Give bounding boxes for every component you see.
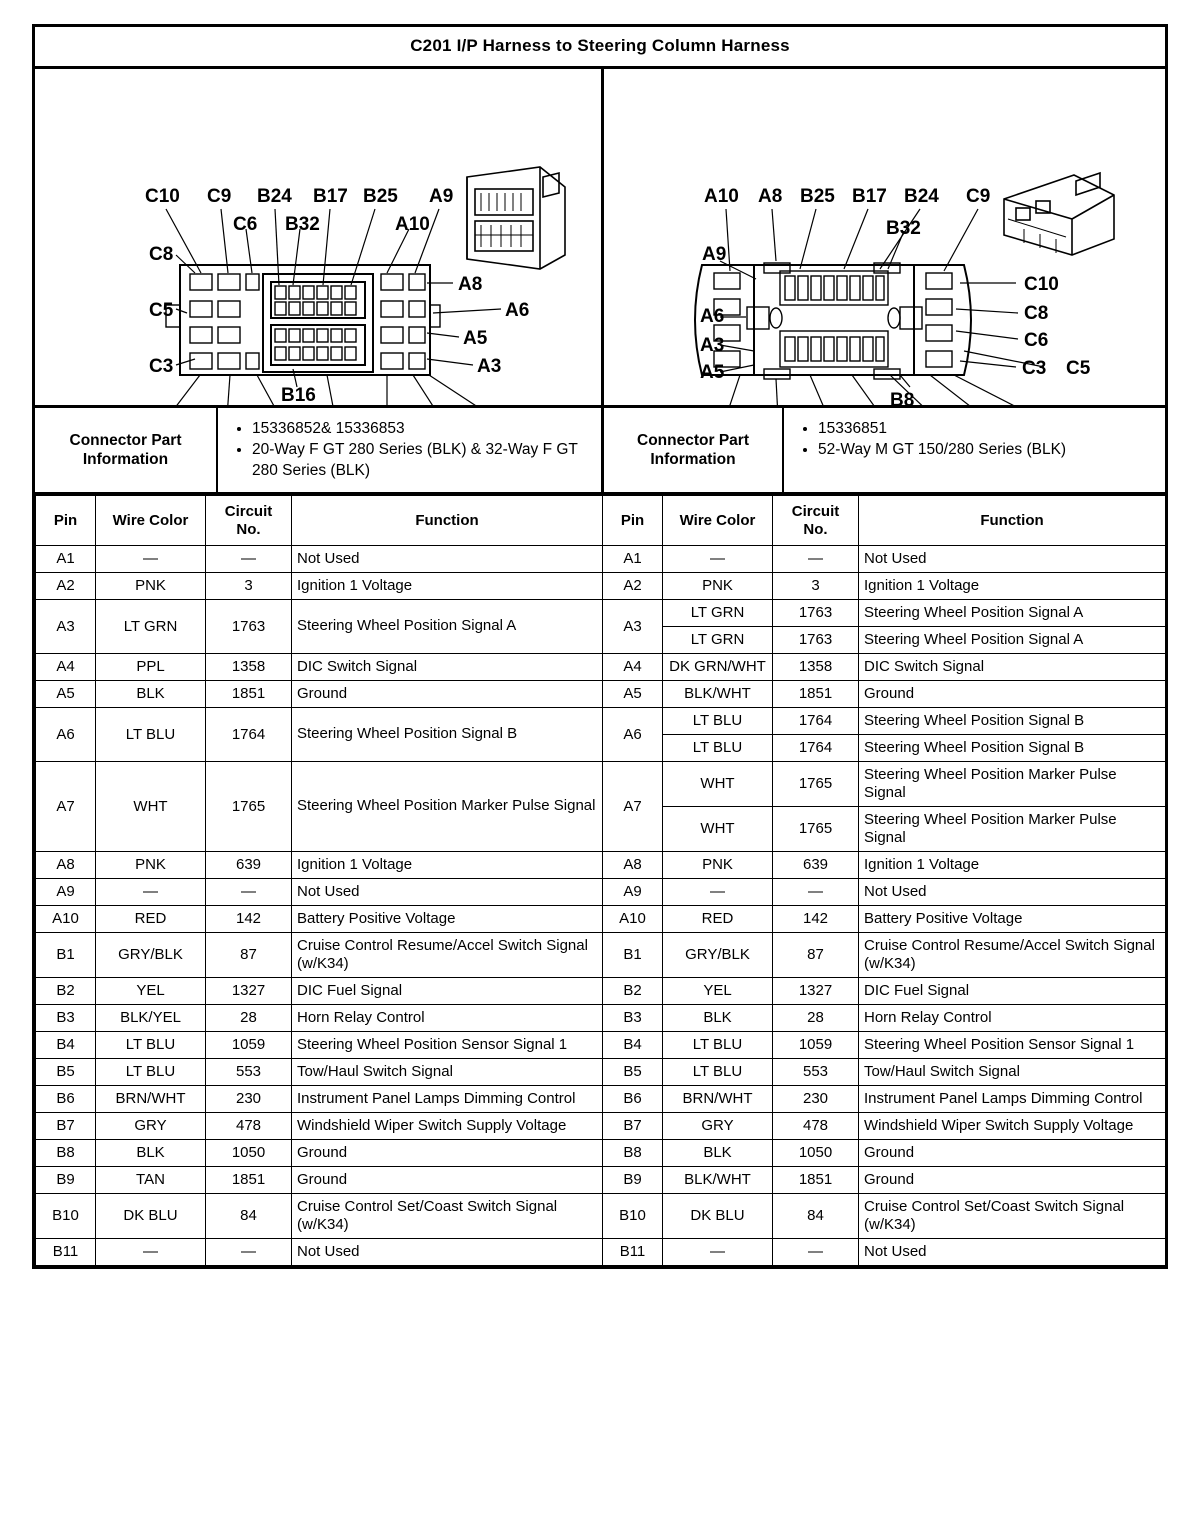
cell-pin: B3 bbox=[36, 1004, 96, 1031]
cell-pin: A6 bbox=[603, 707, 663, 761]
cell-pin: B11 bbox=[36, 1238, 96, 1265]
cell-wire-color: LT GRN bbox=[663, 626, 773, 653]
table-row bbox=[36, 977, 1166, 1004]
cell-circuit-no: 1765 bbox=[206, 761, 292, 851]
cell-circuit-no: 87 bbox=[773, 932, 859, 977]
cell-circuit-no: 639 bbox=[773, 851, 859, 878]
left-connector-diagram bbox=[35, 69, 604, 405]
cell-circuit-no: 28 bbox=[206, 1004, 292, 1031]
label-B32: B32 bbox=[285, 214, 320, 235]
column-header-circuit-no-left: Circuit No. bbox=[206, 496, 292, 546]
cell-circuit-no: — bbox=[206, 878, 292, 905]
cell-function: Not Used bbox=[292, 545, 603, 572]
cell-pin: A6 bbox=[36, 707, 96, 761]
cell-function: Tow/Haul Switch Signal bbox=[292, 1058, 603, 1085]
cell-pin: B3 bbox=[603, 1004, 663, 1031]
label-A3: A3 bbox=[477, 356, 502, 377]
column-header-wire-color-left: Wire Color bbox=[96, 496, 206, 546]
label-C6: C6 bbox=[1024, 330, 1049, 351]
table-row bbox=[36, 1085, 1166, 1112]
cell-circuit-no: 84 bbox=[206, 1193, 292, 1238]
cell-function: DIC Fuel Signal bbox=[859, 977, 1166, 1004]
cell-function: Not Used bbox=[859, 878, 1166, 905]
cell-circuit-no: 1763 bbox=[773, 626, 859, 653]
list-item: • 15336851 bbox=[818, 419, 1159, 439]
cell-wire-color: — bbox=[663, 545, 773, 572]
cell-pin: A8 bbox=[603, 851, 663, 878]
label-A8: A8 bbox=[758, 186, 783, 207]
label-C10: C10 bbox=[1024, 274, 1059, 295]
cell-pin: B7 bbox=[603, 1112, 663, 1139]
label-A6: A6 bbox=[700, 306, 725, 327]
cell-pin: B9 bbox=[36, 1166, 96, 1193]
cell-circuit-no: 1851 bbox=[773, 1166, 859, 1193]
cell-function: Steering Wheel Position Signal A bbox=[859, 599, 1166, 626]
label-B24: B24 bbox=[904, 186, 939, 207]
table-row bbox=[36, 1238, 1166, 1265]
cell-function: Cruise Control Set/Coast Switch Signal (w/K34) bbox=[292, 1193, 603, 1238]
label-C3: C3 bbox=[1022, 358, 1047, 379]
cell-circuit-no: — bbox=[206, 545, 292, 572]
cell-pin: B8 bbox=[603, 1139, 663, 1166]
right-connector-svg bbox=[604, 69, 1165, 405]
label-A5: A5 bbox=[700, 362, 725, 383]
connector-part-info-list-left bbox=[218, 408, 601, 492]
table-header-row bbox=[36, 496, 1166, 546]
cell-circuit-no: 553 bbox=[773, 1058, 859, 1085]
cell-function: Ignition 1 Voltage bbox=[859, 851, 1166, 878]
label-C8: C8 bbox=[1024, 303, 1049, 324]
cell-pin: A4 bbox=[36, 653, 96, 680]
cell-function: Horn Relay Control bbox=[292, 1004, 603, 1031]
cell-circuit-no: 3 bbox=[773, 572, 859, 599]
cell-wire-color: WHT bbox=[96, 761, 206, 851]
cell-function: Battery Positive Voltage bbox=[859, 905, 1166, 932]
cell-pin: B1 bbox=[36, 932, 96, 977]
cell-circuit-no: 1765 bbox=[773, 806, 859, 851]
cell-function: Windshield Wiper Switch Supply Voltage bbox=[292, 1112, 603, 1139]
cell-circuit-no: 1764 bbox=[773, 707, 859, 734]
cell-circuit-no: 230 bbox=[773, 1085, 859, 1112]
cell-wire-color: — bbox=[96, 545, 206, 572]
label-B16: B16 bbox=[281, 385, 316, 405]
label-A9: A9 bbox=[429, 186, 454, 207]
label-C5: C5 bbox=[1066, 358, 1091, 379]
cell-pin: A10 bbox=[36, 905, 96, 932]
cell-function: Windshield Wiper Switch Supply Voltage bbox=[859, 1112, 1166, 1139]
cell-pin: A7 bbox=[36, 761, 96, 851]
cell-wire-color: BRN/WHT bbox=[96, 1085, 206, 1112]
list-item: • 52-Way M GT 150/280 Series (BLK) bbox=[818, 440, 1159, 460]
label-C9: C9 bbox=[207, 186, 232, 207]
cell-function: Steering Wheel Position Sensor Signal 1 bbox=[859, 1031, 1166, 1058]
table-row bbox=[36, 1058, 1166, 1085]
cell-pin: B1 bbox=[603, 932, 663, 977]
cell-wire-color: YEL bbox=[663, 977, 773, 1004]
label-C6: C6 bbox=[233, 214, 258, 235]
cell-wire-color: DK BLU bbox=[663, 1193, 773, 1238]
cell-function: Steering Wheel Position Marker Pulse Signal bbox=[859, 806, 1166, 851]
cell-function: Ground bbox=[292, 1139, 603, 1166]
cell-function: Ground bbox=[859, 1166, 1166, 1193]
table-body bbox=[36, 545, 1166, 1265]
cell-circuit-no: 1059 bbox=[206, 1031, 292, 1058]
cell-circuit-no: 1050 bbox=[773, 1139, 859, 1166]
cell-wire-color: BLK/YEL bbox=[96, 1004, 206, 1031]
cell-wire-color: LT BLU bbox=[663, 707, 773, 734]
cell-pin: B9 bbox=[603, 1166, 663, 1193]
cell-circuit-no: 553 bbox=[206, 1058, 292, 1085]
cell-wire-color: — bbox=[663, 878, 773, 905]
cell-function: Steering Wheel Position Signal A bbox=[292, 599, 603, 653]
cell-pin: B2 bbox=[603, 977, 663, 1004]
table-row bbox=[36, 1139, 1166, 1166]
label-A8: A8 bbox=[458, 274, 483, 295]
label-B32: B32 bbox=[886, 218, 921, 239]
cell-pin: A9 bbox=[36, 878, 96, 905]
cell-circuit-no: 230 bbox=[206, 1085, 292, 1112]
cell-wire-color: — bbox=[663, 1238, 773, 1265]
cell-pin: A5 bbox=[36, 680, 96, 707]
connector-part-info-list-right bbox=[784, 408, 1165, 492]
cell-circuit-no: 142 bbox=[773, 905, 859, 932]
table-row bbox=[36, 905, 1166, 932]
cell-pin: A8 bbox=[36, 851, 96, 878]
label-A9: A9 bbox=[702, 244, 727, 265]
connector-document bbox=[32, 24, 1168, 1269]
cell-wire-color: BLK bbox=[96, 1139, 206, 1166]
cell-wire-color: DK BLU bbox=[96, 1193, 206, 1238]
cell-wire-color: WHT bbox=[663, 806, 773, 851]
cell-wire-color: PNK bbox=[96, 572, 206, 599]
cell-pin: B4 bbox=[603, 1031, 663, 1058]
cell-function: Steering Wheel Position Signal A bbox=[859, 626, 1166, 653]
right-connector-diagram bbox=[604, 69, 1165, 405]
label-B17: B17 bbox=[313, 186, 348, 207]
label-A5: A5 bbox=[463, 328, 488, 349]
cell-wire-color: BLK/WHT bbox=[663, 1166, 773, 1193]
cell-function: Ignition 1 Voltage bbox=[859, 572, 1166, 599]
cell-function: DIC Switch Signal bbox=[859, 653, 1166, 680]
cell-wire-color: RED bbox=[96, 905, 206, 932]
cell-function: Ground bbox=[292, 680, 603, 707]
left-connector-svg bbox=[35, 69, 604, 405]
cell-circuit-no: 1764 bbox=[206, 707, 292, 761]
cell-circuit-no: 1763 bbox=[206, 599, 292, 653]
label-A10: A10 bbox=[704, 186, 739, 207]
connector-part-information-left bbox=[35, 408, 604, 492]
cell-circuit-no: 478 bbox=[773, 1112, 859, 1139]
table-row bbox=[36, 572, 1166, 599]
cell-function: Tow/Haul Switch Signal bbox=[859, 1058, 1166, 1085]
cell-function: Cruise Control Set/Coast Switch Signal (w/K34) bbox=[859, 1193, 1166, 1238]
cell-wire-color: BLK bbox=[663, 1139, 773, 1166]
cell-wire-color: LT BLU bbox=[663, 1031, 773, 1058]
cell-function: Ground bbox=[859, 1139, 1166, 1166]
cell-pin: B8 bbox=[36, 1139, 96, 1166]
cell-wire-color: WHT bbox=[663, 761, 773, 806]
cell-function: Ground bbox=[859, 680, 1166, 707]
cell-circuit-no: 1358 bbox=[773, 653, 859, 680]
table-row bbox=[36, 680, 1166, 707]
connector-diagrams bbox=[35, 69, 1165, 408]
label-A10: A10 bbox=[395, 214, 430, 235]
cell-wire-color: BLK/WHT bbox=[663, 680, 773, 707]
table-row bbox=[36, 653, 1166, 680]
cell-pin: B4 bbox=[36, 1031, 96, 1058]
cell-wire-color: YEL bbox=[96, 977, 206, 1004]
table-row bbox=[36, 1112, 1166, 1139]
cell-wire-color: LT BLU bbox=[96, 1058, 206, 1085]
cell-pin: B5 bbox=[603, 1058, 663, 1085]
table-row bbox=[36, 707, 1166, 734]
label-C9: C9 bbox=[966, 186, 991, 207]
cell-pin: B6 bbox=[603, 1085, 663, 1112]
cell-function: Steering Wheel Position Sensor Signal 1 bbox=[292, 1031, 603, 1058]
cell-function: Cruise Control Resume/Accel Switch Signal (w/K34) bbox=[859, 932, 1166, 977]
label-B17: B17 bbox=[852, 186, 887, 207]
cell-function: Horn Relay Control bbox=[859, 1004, 1166, 1031]
cell-circuit-no: 1764 bbox=[773, 734, 859, 761]
table-row bbox=[36, 932, 1166, 977]
cell-function: Instrument Panel Lamps Dimming Control bbox=[859, 1085, 1166, 1112]
cell-function: Not Used bbox=[292, 878, 603, 905]
table-row bbox=[36, 599, 1166, 626]
cell-circuit-no: 1851 bbox=[206, 1166, 292, 1193]
cell-function: DIC Switch Signal bbox=[292, 653, 603, 680]
cell-pin: A4 bbox=[603, 653, 663, 680]
cell-wire-color: — bbox=[96, 1238, 206, 1265]
cell-circuit-no: 1851 bbox=[206, 680, 292, 707]
cell-circuit-no: 84 bbox=[773, 1193, 859, 1238]
column-header-pin-right: Pin bbox=[603, 496, 663, 546]
cell-wire-color: PNK bbox=[663, 851, 773, 878]
cell-circuit-no: 142 bbox=[206, 905, 292, 932]
label-B25: B25 bbox=[800, 186, 835, 207]
column-header-function-left: Function bbox=[292, 496, 603, 546]
cell-pin: B6 bbox=[36, 1085, 96, 1112]
list-item: • 20-Way F GT 280 Series (BLK) & 32-Way F GT 280 Series (BLK) bbox=[252, 440, 595, 481]
cell-function: Ground bbox=[292, 1166, 603, 1193]
cell-pin: A9 bbox=[603, 878, 663, 905]
column-header-function-right: Function bbox=[859, 496, 1166, 546]
label-B8: B8 bbox=[890, 390, 915, 405]
cell-pin: A2 bbox=[36, 572, 96, 599]
cell-function: Steering Wheel Position Marker Pulse Signal bbox=[859, 761, 1166, 806]
label-A3: A3 bbox=[700, 335, 725, 356]
label-C5: C5 bbox=[149, 300, 174, 321]
table-row bbox=[36, 1193, 1166, 1238]
cell-function: Ignition 1 Voltage bbox=[292, 851, 603, 878]
cell-function: DIC Fuel Signal bbox=[292, 977, 603, 1004]
cell-function: Steering Wheel Position Signal B bbox=[292, 707, 603, 761]
cell-circuit-no: 1851 bbox=[773, 680, 859, 707]
cell-pin: B2 bbox=[36, 977, 96, 1004]
pin-assignment-table bbox=[35, 495, 1166, 1266]
label-C8: C8 bbox=[149, 244, 174, 265]
cell-wire-color: GRY/BLK bbox=[96, 932, 206, 977]
list-item: • 15336852& 15336853 bbox=[252, 419, 595, 439]
table-row bbox=[36, 1166, 1166, 1193]
cell-pin: A1 bbox=[603, 545, 663, 572]
cell-wire-color: LT GRN bbox=[663, 599, 773, 626]
label-B25: B25 bbox=[363, 186, 398, 207]
cell-circuit-no: — bbox=[773, 1238, 859, 1265]
cell-wire-color: GRY bbox=[663, 1112, 773, 1139]
cell-function: Not Used bbox=[292, 1238, 603, 1265]
cell-wire-color: GRY bbox=[96, 1112, 206, 1139]
cell-wire-color: GRY/BLK bbox=[663, 932, 773, 977]
cell-function: Steering Wheel Position Signal B bbox=[859, 734, 1166, 761]
cell-pin: B10 bbox=[603, 1193, 663, 1238]
cell-pin: A5 bbox=[603, 680, 663, 707]
cell-circuit-no: 28 bbox=[773, 1004, 859, 1031]
cell-circuit-no: 1059 bbox=[773, 1031, 859, 1058]
cell-circuit-no: 1327 bbox=[206, 977, 292, 1004]
document-page bbox=[0, 24, 1200, 1521]
cell-circuit-no: 639 bbox=[206, 851, 292, 878]
cell-wire-color: DK GRN/WHT bbox=[663, 653, 773, 680]
cell-wire-color: PPL bbox=[96, 653, 206, 680]
label-C3: C3 bbox=[149, 356, 174, 377]
cell-wire-color: LT BLU bbox=[663, 1058, 773, 1085]
cell-pin: A3 bbox=[603, 599, 663, 653]
cell-wire-color: LT BLU bbox=[96, 707, 206, 761]
cell-circuit-no: 478 bbox=[206, 1112, 292, 1139]
cell-pin: B7 bbox=[36, 1112, 96, 1139]
cell-function: Not Used bbox=[859, 545, 1166, 572]
column-header-pin-left: Pin bbox=[36, 496, 96, 546]
cell-pin: B10 bbox=[36, 1193, 96, 1238]
cell-circuit-no: 87 bbox=[206, 932, 292, 977]
cell-pin: A10 bbox=[603, 905, 663, 932]
cell-pin: A3 bbox=[36, 599, 96, 653]
cell-pin: A7 bbox=[603, 761, 663, 851]
cell-function: Steering Wheel Position Signal B bbox=[859, 707, 1166, 734]
cell-wire-color: TAN bbox=[96, 1166, 206, 1193]
cell-wire-color: LT BLU bbox=[96, 1031, 206, 1058]
cell-circuit-no: 3 bbox=[206, 572, 292, 599]
cell-circuit-no: 1358 bbox=[206, 653, 292, 680]
cell-circuit-no: — bbox=[773, 545, 859, 572]
cell-wire-color: PNK bbox=[96, 851, 206, 878]
cell-pin: B11 bbox=[603, 1238, 663, 1265]
cell-circuit-no: 1763 bbox=[773, 599, 859, 626]
column-header-circuit-no-right: Circuit No. bbox=[773, 496, 859, 546]
cell-wire-color: BLK bbox=[96, 680, 206, 707]
table-row bbox=[36, 761, 1166, 806]
label-A6: A6 bbox=[505, 300, 530, 321]
cell-wire-color: LT GRN bbox=[96, 599, 206, 653]
cell-circuit-no: — bbox=[773, 878, 859, 905]
table-row bbox=[36, 1031, 1166, 1058]
cell-function: Instrument Panel Lamps Dimming Control bbox=[292, 1085, 603, 1112]
cell-pin: A2 bbox=[603, 572, 663, 599]
table-row bbox=[36, 545, 1166, 572]
cell-circuit-no: 1327 bbox=[773, 977, 859, 1004]
page-title: C201 I/P Harness to Steering Column Harness bbox=[35, 27, 1165, 69]
cell-wire-color: BLK bbox=[663, 1004, 773, 1031]
connector-part-info-label-left: Connector Part Information bbox=[35, 408, 218, 492]
cell-function: Cruise Control Resume/Accel Switch Signal (w/K34) bbox=[292, 932, 603, 977]
label-B24: B24 bbox=[257, 186, 292, 207]
cell-wire-color: BRN/WHT bbox=[663, 1085, 773, 1112]
connector-part-information bbox=[35, 408, 1165, 495]
cell-circuit-no: — bbox=[206, 1238, 292, 1265]
cell-pin: A1 bbox=[36, 545, 96, 572]
cell-function: Steering Wheel Position Marker Pulse Signal bbox=[292, 761, 603, 851]
cell-pin: B5 bbox=[36, 1058, 96, 1085]
cell-function: Battery Positive Voltage bbox=[292, 905, 603, 932]
cell-function: Ignition 1 Voltage bbox=[292, 572, 603, 599]
column-header-wire-color-right: Wire Color bbox=[663, 496, 773, 546]
cell-circuit-no: 1765 bbox=[773, 761, 859, 806]
table-row bbox=[36, 851, 1166, 878]
cell-wire-color: LT BLU bbox=[663, 734, 773, 761]
cell-function: Not Used bbox=[859, 1238, 1166, 1265]
connector-part-info-label-right: Connector Part Information bbox=[604, 408, 784, 492]
label-C10: C10 bbox=[145, 186, 180, 207]
table-row bbox=[36, 878, 1166, 905]
table-row bbox=[36, 1004, 1166, 1031]
connector-part-information-right bbox=[604, 408, 1165, 492]
cell-wire-color: — bbox=[96, 878, 206, 905]
cell-wire-color: PNK bbox=[663, 572, 773, 599]
cell-wire-color: RED bbox=[663, 905, 773, 932]
cell-circuit-no: 1050 bbox=[206, 1139, 292, 1166]
